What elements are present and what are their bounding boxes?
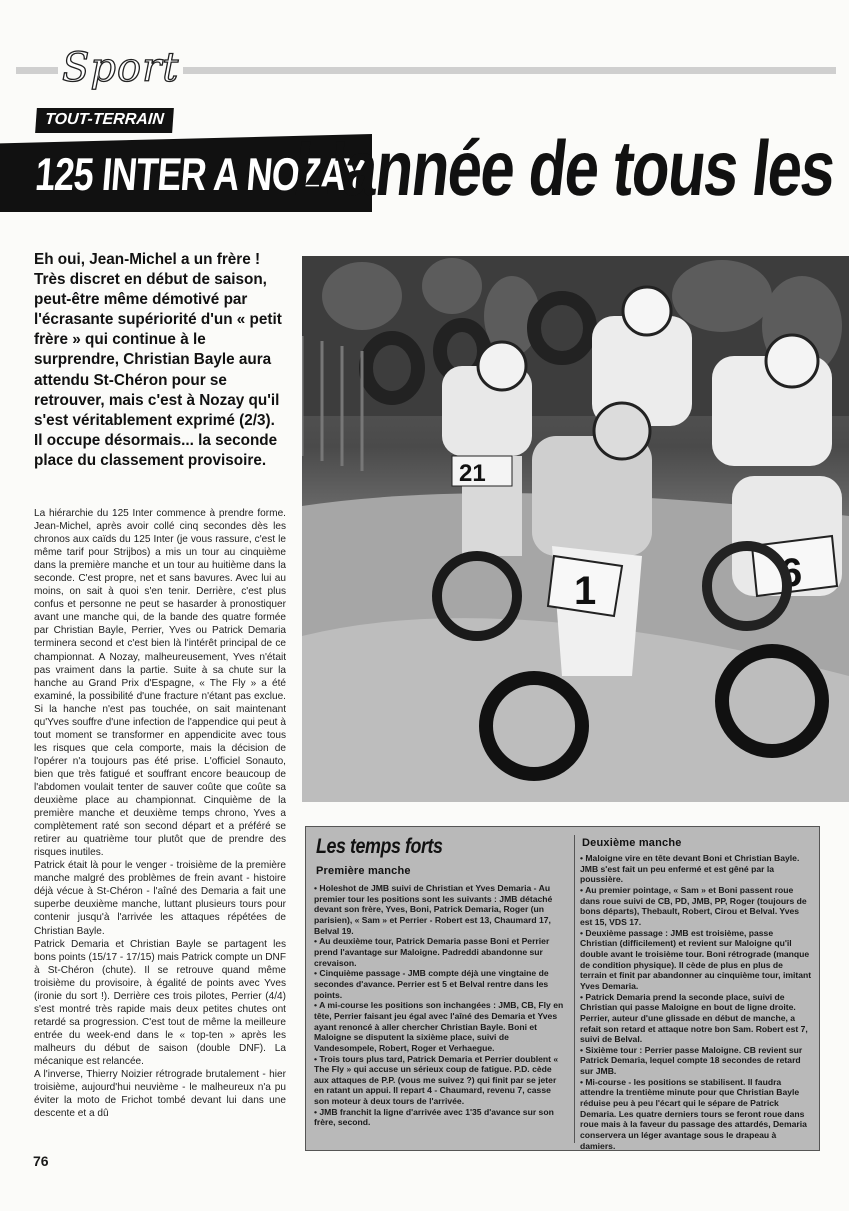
body-paragraph: La hiérarchie du 125 Inter commence à prendre forme. Jean-Michel, après avoir collé cinq secondes dès les chronos aux caïds du 125 Inter (je vous rassure, c'est le même tarif pour Strijbos) a mis un tour au cinquième dans la première manche et un tour au huitième dans la seconde. C'est propre, net et sans bavures. Avec lui au moins, on sait à quoi s'en tenir. Derrière, c'est plus confus et personne ne peut se hasarder à pronostiquer avant une manche qui, de la bande des quatre formée par Christian Bayle, Perrier, Yves ou Patrick Demaria terminera second et c'est bien là l'intérêt principal de ce championnat. A Nozay, malheureusement, Yves n'était pas vraiment dans la partie. Suite à sa chute sur la hanche au Grand Prix d'Espagne, « The Fly » a été examiné, la possibilité d'une fracture n'étant pas exclue. Si la hanche n'est pas touchée, on sait maintenant qu'Yves souffre d'une infection de l'appendice qui peut à tout moment se transformer en appendicite avec tous les risques que cela comporte, mais la décision de l'opérer n'a toujours pas été prise. L'officiel Sonauto, bien que très fatigué et souffrant encore beaucoup de l'abdomen voulait tenter de sauver coûte que coûte sa deuxième place au championnat. Cinquième de la première manche et deuxième temps chrono, Yves a complètement raté son second départ et a préféré se retirer au quatrième tour plutôt que de prendre des risques inutiles. — [34, 508, 286, 859]
body-paragraph: Patrick était là pour le venger - troisième de la première manche malgré des problèmes de frein avant - histoire déjà vécue à St-Chéron - l'aîné des Demaria a fait une superbe deuxième manche, luttant plusieurs tours pour contenir jusqu'à l'arrivée les attaques répétées de Christian Bayle. — [34, 860, 286, 937]
list-item: • Deuxième passage : JMB est troisième, passe Christian (difficilement) et revient sur Maloigne qu'il double avant le troisième tour. Boni rétrograde (manque de condition physique). Il cède de plus en plus de terrain et finit par abandonner au cinquième tour, imitant Yves Demaria. — [580, 927, 812, 991]
page-number: 76 — [33, 1153, 49, 1169]
list-item: • JMB franchit la ligne d'arrivée avec 1'35 d'avance sur son frère, second. — [314, 1106, 554, 1128]
list-item: • Trois tours plus tard, Patrick Demaria et Perrier doublent « The Fly » qui accuse un sérieux coup de fatigue. P.D. cède aux attaques de P.P. (vous me suivez ?) qui finit par se jeter en ratant un appui. Il repart 4 - Chaumard, revenu 7, casse son moteur à deux tours de l'arrivée. — [314, 1053, 559, 1107]
list-item: • Cinquième passage - JMB compte déjà une vingtaine de secondes d'avance. Perrier est 5 et Belval rentre dans les points. — [314, 968, 549, 1000]
list-item: • A mi-course les positions son inchangées : JMB, CB, Fly en tête, Perrier faisant jeu égal avec l'aîné des Demaria et Yves ayant renoncé à aller chercher Christian Bayle. Boni et Maloigne se disputent la sixième place, suivi de Vandesompele, Robert, Roger et Verhaegue. — [314, 1000, 564, 1053]
rubric-label: TOUT-TERRAIN — [35, 108, 174, 133]
plate-number: 21 — [459, 460, 486, 487]
list-item: • Au deuxième tour, Patrick Demaria passe Boni et Perrier prend l'avantage sur Maloigne. Padreddi abandonne sur crevaison. — [314, 936, 550, 968]
list-item: • Maloigne vire en tête devant Boni et Christian Bayle. JMB s'est fait un peu enfermé et est gêné par la poussière. — [580, 853, 800, 885]
section-label: Sport — [58, 44, 183, 92]
list-item: • Sixième tour : Perrier passe Maloigne. CB revient sur Patrick Demaria, lequel compte 18 secondes de retard sur JMB. — [580, 1044, 803, 1077]
body-paragraph: A l'inverse, Thierry Noizier rétrograde brutalement - hier troisième, aujourd'hui neuvième - le malheureux n'a pu éviter la moto de Frichot tombé devant lui dans une descente et a dû — [34, 1069, 286, 1120]
list-item: • Holeshot de JMB suivi de Christian et Yves Demaria - Au premier tour les positions sont les suivants : JMB détaché devant son frère, Yves, Boni, Patrick Demaria, Roger (un parisien), « Sam » et Perrier - Robert est 13, Chaumard 17, Belval 19. — [314, 883, 553, 936]
left-column-heading: Première manche — [316, 865, 411, 877]
list-item: • Mi-course - les positions se stabilisent. Il faudra attendre la trentième minute pour que Christian Bayle réduise peu à peu l'écart qui le sépare de Patrick Demaria. Les quatre derniers tours se feront roue dans roue mais à la faveur du passage des attardés, Demaria conservera un léger avantage sous le drapeau à damiers. — [580, 1076, 807, 1151]
list-item: • Patrick Demaria prend la seconde place, suivi de Christian qui passe Maloigne en bout de ligne droite. Perrier, auteur d'une glissade en début de manche, a refait son retard et attaque notre bon Sam. Robert est 7, suivi de Belval. — [580, 991, 808, 1045]
body-paragraph: Patrick Demaria et Christian Bayle se partagent les bons points (15/17 - 17/15) mais Patrick compte un DNF à St-Chéron (chute). Il se retrouve quand même troisième du provisoire, à égalité de points avec Yves (ironie du sort !). Derrière ces trois pilotes, Perrier (4/4) s'est montré très rapide mais deux petites chutes ont retardé sa progression. C'est tout de même la meilleure entrée du week-end dans le « top-ten » après les malheurs du début de saison (double DNF). La mécanique est relancée. — [34, 938, 286, 1067]
plate-number: 1 — [574, 569, 597, 613]
list-item: • Au premier pointage, « Sam » et Boni passent roue dans roue suivi de CB, PD, JMB, PP, Roger (toujours de bons départs), Thebault, Robert, Cirou et Belval. Yves est 15, VDS 17. — [580, 884, 807, 927]
box-title: Les temps forts — [316, 835, 443, 858]
article-body — [34, 507, 286, 1120]
box-divider — [574, 835, 575, 1143]
headline-right: L'année de tous les — [289, 124, 839, 212]
left-column-text — [314, 883, 568, 1128]
motocross-photo — [302, 256, 849, 802]
headline-left: 125 INTER A NOZAY — [33, 148, 368, 200]
plate-number: 6 — [780, 551, 803, 595]
right-column-text — [580, 853, 812, 1151]
right-column-heading: Deuxième manche — [582, 837, 682, 849]
lead-paragraph: Eh oui, Jean-Michel a un frère ! Très discret en début de saison, peut-être même démotivé par l'écrasante supériorité d'un « petit frère » qui continue à le surprendre, Christian Bayle aura attendu St-Chéron pour se retrouver, mais c'est à Nozay qu'il s'est véritablement exprimé (2/3). Il occupe désormais... la seconde place du classement provisoire. — [34, 251, 282, 469]
highlights-box — [305, 826, 820, 1151]
